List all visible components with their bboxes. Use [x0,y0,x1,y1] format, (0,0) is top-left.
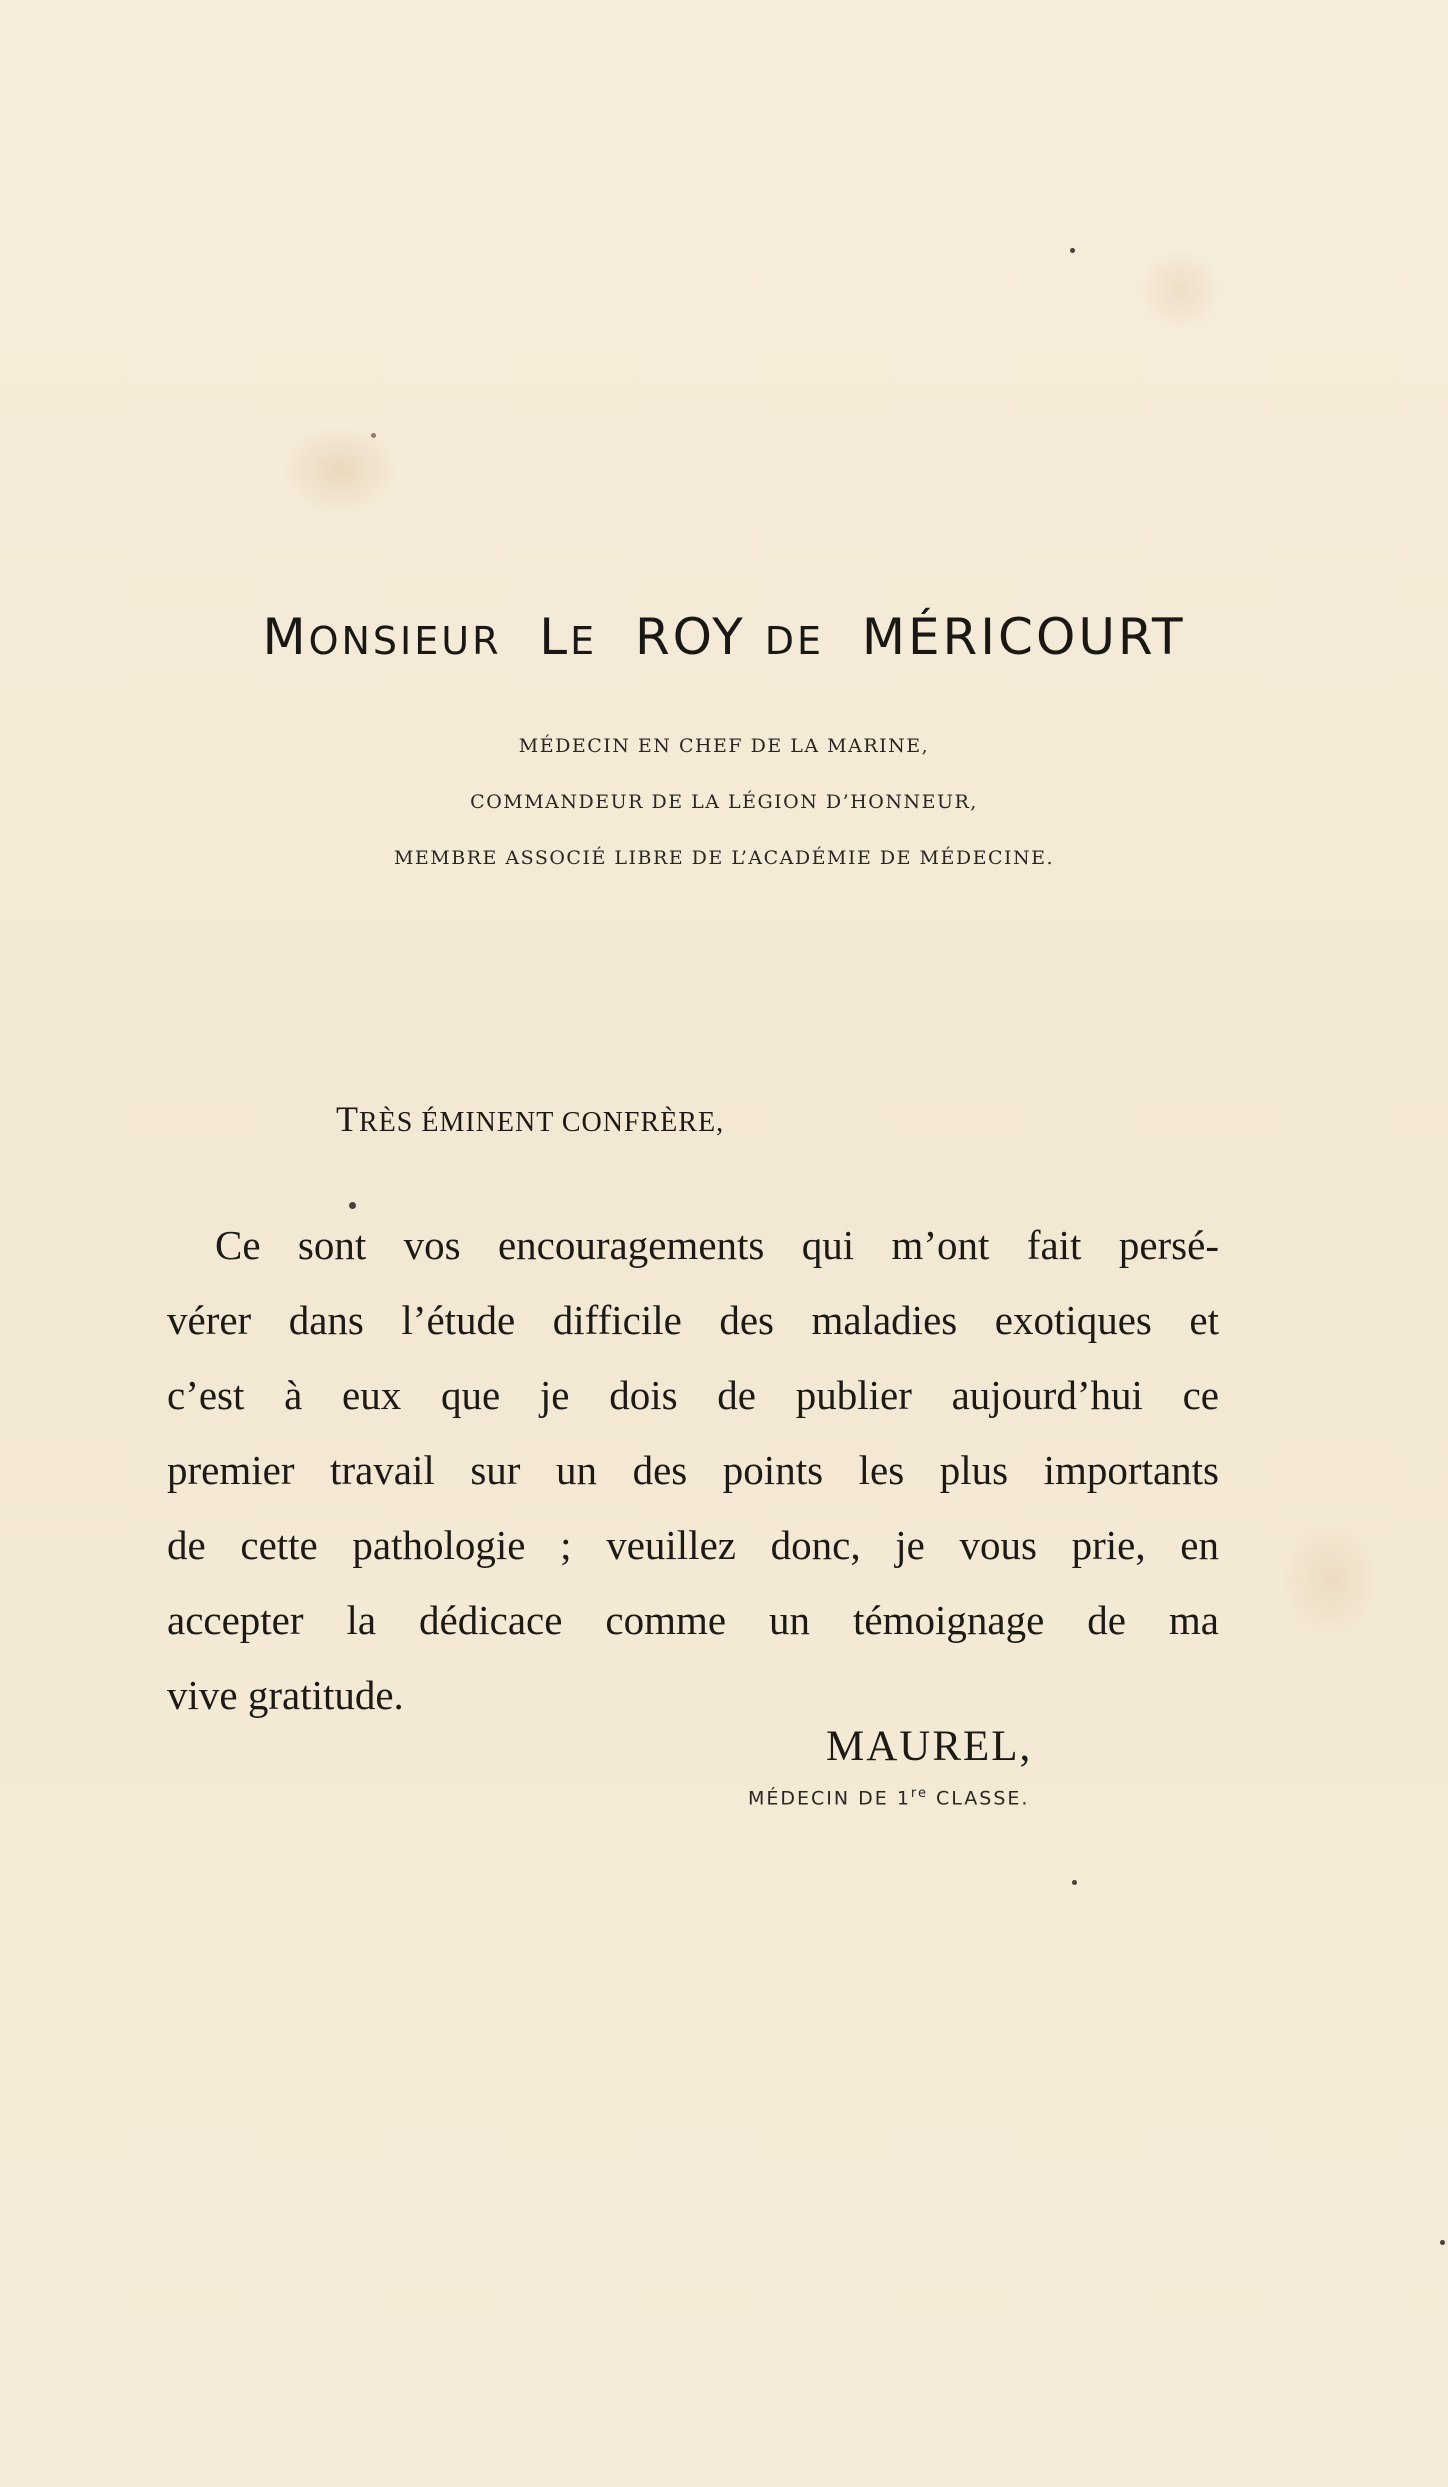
signature-title-suffix: CLASSE. [927,1787,1030,1810]
dedicatee-monsieur-rest: ONSIEUR [308,619,502,663]
dedicatee-titles [0,718,1448,886]
signature-name: MAUREL, [826,1723,1033,1770]
dedicatee-le-initial: L [539,608,571,666]
signature-title-prefix: MÉDECIN DE 1 [748,1787,911,1810]
dedicatee-le-rest: E [570,619,598,663]
letter-line: de cette pathologie ; veuillez donc, je vous prie, en [167,1522,1219,1568]
dedicatee-monsieur-initial: M [262,608,309,666]
dedicatee-mericourt: MÉRICOURT [861,608,1186,666]
ink-speck [1072,1880,1077,1885]
title-line-navy: MÉDECIN EN CHEF DE LA MARINE, [518,735,930,757]
letter-line: c’est à eux que je dois de publier aujourd’hui ce [167,1372,1219,1418]
dedicatee-name [0,608,1448,666]
dedicatee-roy: ROY [634,608,746,666]
ink-speck [1070,248,1075,253]
signature-title [748,1786,1029,1809]
ink-speck [349,1202,356,1209]
salutation-initial: T [336,1099,359,1139]
title-line-legion: COMMANDEUR DE LA LÉGION D’HONNEUR, [470,791,978,813]
letter-line: Ce sont vos encouragements qui m’ont fait persé- [215,1222,1219,1268]
dedicatee-de: DE [764,619,825,663]
letter-line: premier travail sur un des points les plus importants [167,1447,1219,1493]
ink-speck [1440,2240,1445,2245]
letter-line: vive gratitude. [167,1672,404,1718]
dedication-letter [167,1208,1219,1733]
letter-line: accepter la dédicace comme un témoignage de ma [167,1597,1219,1643]
salutation [336,1098,724,1140]
title-line-academy: MEMBRE ASSOCIÉ LIBRE DE L’ACADÉMIE DE MÉDECINE. [393,847,1055,869]
salutation-rest: RÈS ÉMINENT CONFRÈRE, [359,1107,725,1138]
letter-line: vérer dans l’étude difficile des maladies exotiques et [167,1297,1219,1343]
ink-speck [371,433,376,438]
signature-title-superscript: re [910,1786,928,1801]
